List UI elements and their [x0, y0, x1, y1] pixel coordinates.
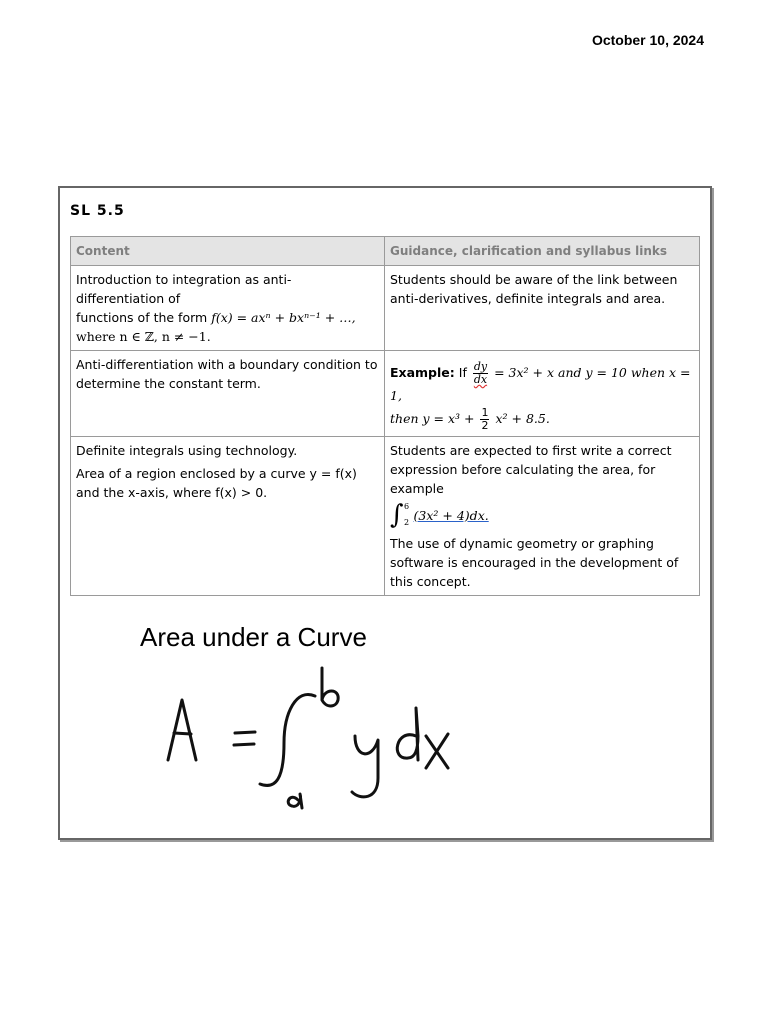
content-text: determine the constant term. — [76, 376, 261, 391]
content-text: Introduction to integration as anti-differentiation of — [76, 272, 292, 306]
hand-lower-limit-a — [288, 794, 302, 808]
hand-letter-a — [168, 700, 196, 760]
hand-upper-limit-b — [322, 668, 338, 706]
guidance-text: Students should be aware of the link between anti-derivatives, definite integrals and area. — [390, 272, 678, 306]
hand-letter-d — [397, 708, 418, 760]
integral-lower-limit: 2 — [404, 518, 410, 527]
content-text: Area of a region enclosed by a curve y = f(x) and the x-axis, where f(x) > 0. — [76, 466, 357, 500]
column-header-content: Content — [71, 237, 385, 266]
example-label: Example: — [390, 365, 455, 380]
integrand: (3x² + 4)dx. — [413, 507, 489, 523]
handwritten-formula — [60, 188, 710, 838]
guidance-text: If — [458, 365, 467, 380]
integral-upper-limit: 6 — [404, 502, 410, 511]
hand-letter-x — [426, 734, 448, 768]
hand-equals-bottom — [234, 744, 254, 745]
fraction-numerator: 1 — [481, 406, 489, 419]
syllabus-code: SL 5.5 — [70, 203, 125, 219]
formula: then y = x³ + — [390, 411, 475, 426]
fraction-denominator: dx — [473, 373, 488, 386]
guidance-text: Students are expected to first write a correct — [390, 443, 672, 458]
hand-equals-top — [235, 732, 255, 733]
guidance-text: The use of dynamic geometry or graphing software is encouraged in the development of this concept. — [390, 536, 679, 589]
document-date: October 10, 2024 — [591, 32, 704, 48]
fraction-numerator: dy — [473, 360, 488, 373]
content-text: Definite integrals using technology. — [76, 443, 298, 458]
formula: where n ∈ ℤ, n ≠ −1. — [76, 329, 211, 344]
integral-sign-icon: ∫ 6 2 — [390, 502, 404, 528]
formula: = 3x² + x and y = 10 when x = 1, — [390, 365, 691, 403]
guidance-text: expression before calculating the area, for example — [390, 462, 656, 496]
fraction-denominator: 2 — [481, 419, 489, 432]
slide-card — [58, 186, 712, 840]
formula: x² + 8.5. — [495, 411, 550, 426]
hand-letter-a-bar — [174, 733, 191, 734]
formula: f(x) = axⁿ + bxⁿ⁻¹ + …, — [211, 310, 356, 325]
content-text: functions of the form — [76, 310, 212, 325]
column-header-guidance: Guidance, clarification and syllabus links — [385, 237, 700, 266]
hand-letter-y — [352, 736, 378, 797]
hand-integral — [260, 694, 315, 785]
notes-title: Area under a Curve — [140, 622, 367, 652]
content-text: Anti-differentiation with a boundary condition to — [76, 357, 378, 372]
